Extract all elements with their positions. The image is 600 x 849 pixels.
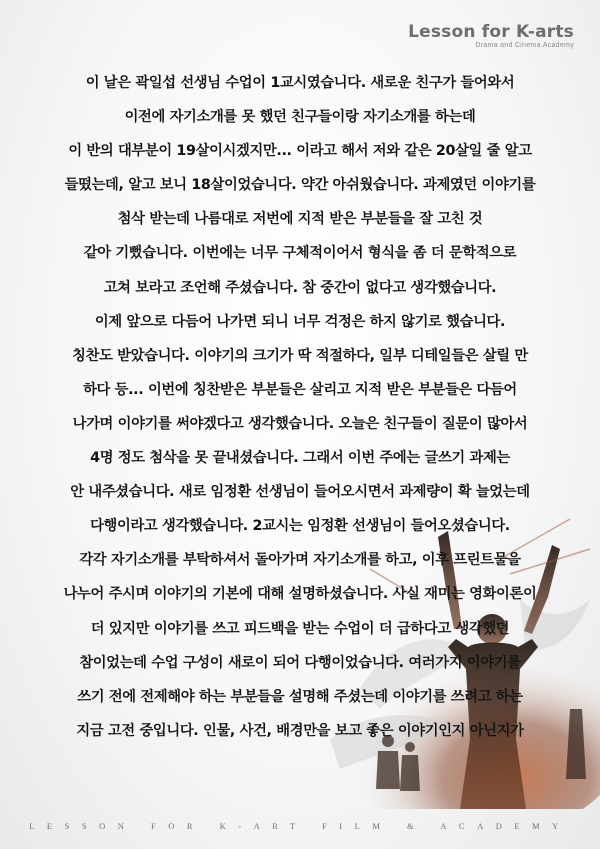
text-line: 안 내주셨습니다. 새로 임정환 선생님이 들어오시면서 과제량이 확 늘었는데: [70, 484, 530, 501]
text-line: 고쳐 보라고 조언해 주셨습니다. 참 중간이 없다고 생각했습니다.: [103, 279, 497, 296]
text-line: 4명 정도 첨삭을 못 끝내셨습니다. 그래서 이번 주에는 글쓰기 과제는: [90, 450, 510, 467]
essay-body: [0, 66, 600, 748]
text-line: 칭찬도 받았습니다. 이야기의 크기가 딱 적절하다, 일부 디테일들은 살릴 만: [72, 347, 528, 364]
text-line: 더 있지만 이야기를 쓰고 피드백을 받는 수업이 더 급하다고 생각했던: [90, 620, 510, 637]
text-line: 첨삭 받는데 나름대로 저번에 지적 받은 부분들을 잘 고친 것: [117, 211, 483, 228]
text-line: 이제 앞으로 다듬어 나가면 되니 너무 걱정은 하지 않기로 했습니다.: [94, 313, 506, 330]
text-line: 하다 등... 이번에 칭찬받은 부분들은 살리고 지적 받은 부분들은 다듬어: [83, 381, 517, 398]
text-line: 다행이라고 생각했습니다. 2교시는 임정환 선생님이 들어오셨습니다.: [90, 518, 510, 535]
brand-logo: [408, 22, 574, 49]
text-line: 지금 고전 중입니다. 인물, 사건, 배경만을 보고 좋은 이야기인지 아닌지가: [76, 722, 524, 739]
text-line: 참이었는데 수업 구성이 새로이 되어 다행이었습니다. 여러가지 이야기를: [79, 654, 521, 671]
text-line: 나누어 주시며 이야기의 기본에 대해 설명하셨습니다. 사실 재미는 영화이론이: [63, 586, 537, 603]
text-line: 각각 자기소개를 부탁하셔서 돌아가며 자기소개를 하고, 이후 프린트물을: [79, 552, 521, 569]
text-line: 나가며 이야기를 써야겠다고 생각했습니다. 오늘은 친구들이 질문이 많아서: [72, 415, 528, 432]
text-line: 이 날은 곽일섭 선생님 수업이 1교시였습니다. 새로운 친구가 들어와서: [85, 75, 515, 91]
brand-subtitle: Drama and Cinema Academy: [475, 42, 574, 49]
text-line: 같아 기뻤습니다. 이번에는 너무 구체적이어서 형식을 좀 더 문학적으로: [83, 245, 517, 262]
brand-title: Lesson for K-arts: [408, 22, 574, 42]
text-line: 쓰기 전에 전제해야 하는 부분들을 설명해 주셨는데 이야기를 쓰려고 하는: [77, 688, 523, 705]
text-line: 이 반의 대부분이 19살이시겠지만... 이라고 해서 저와 같은 20살일 줄 알고: [68, 143, 532, 160]
text-line: 들떴는데, 알고 보니 18살이었습니다. 약간 아쉬웠습니다. 과제였던 이야기를: [64, 177, 536, 194]
footer-banner: LESSON FOR K-ART FILM & ACADEMY: [29, 821, 571, 831]
text-line: 이전에 자기소개를 못 했던 친구들이랑 자기소개를 하는데: [124, 109, 476, 126]
